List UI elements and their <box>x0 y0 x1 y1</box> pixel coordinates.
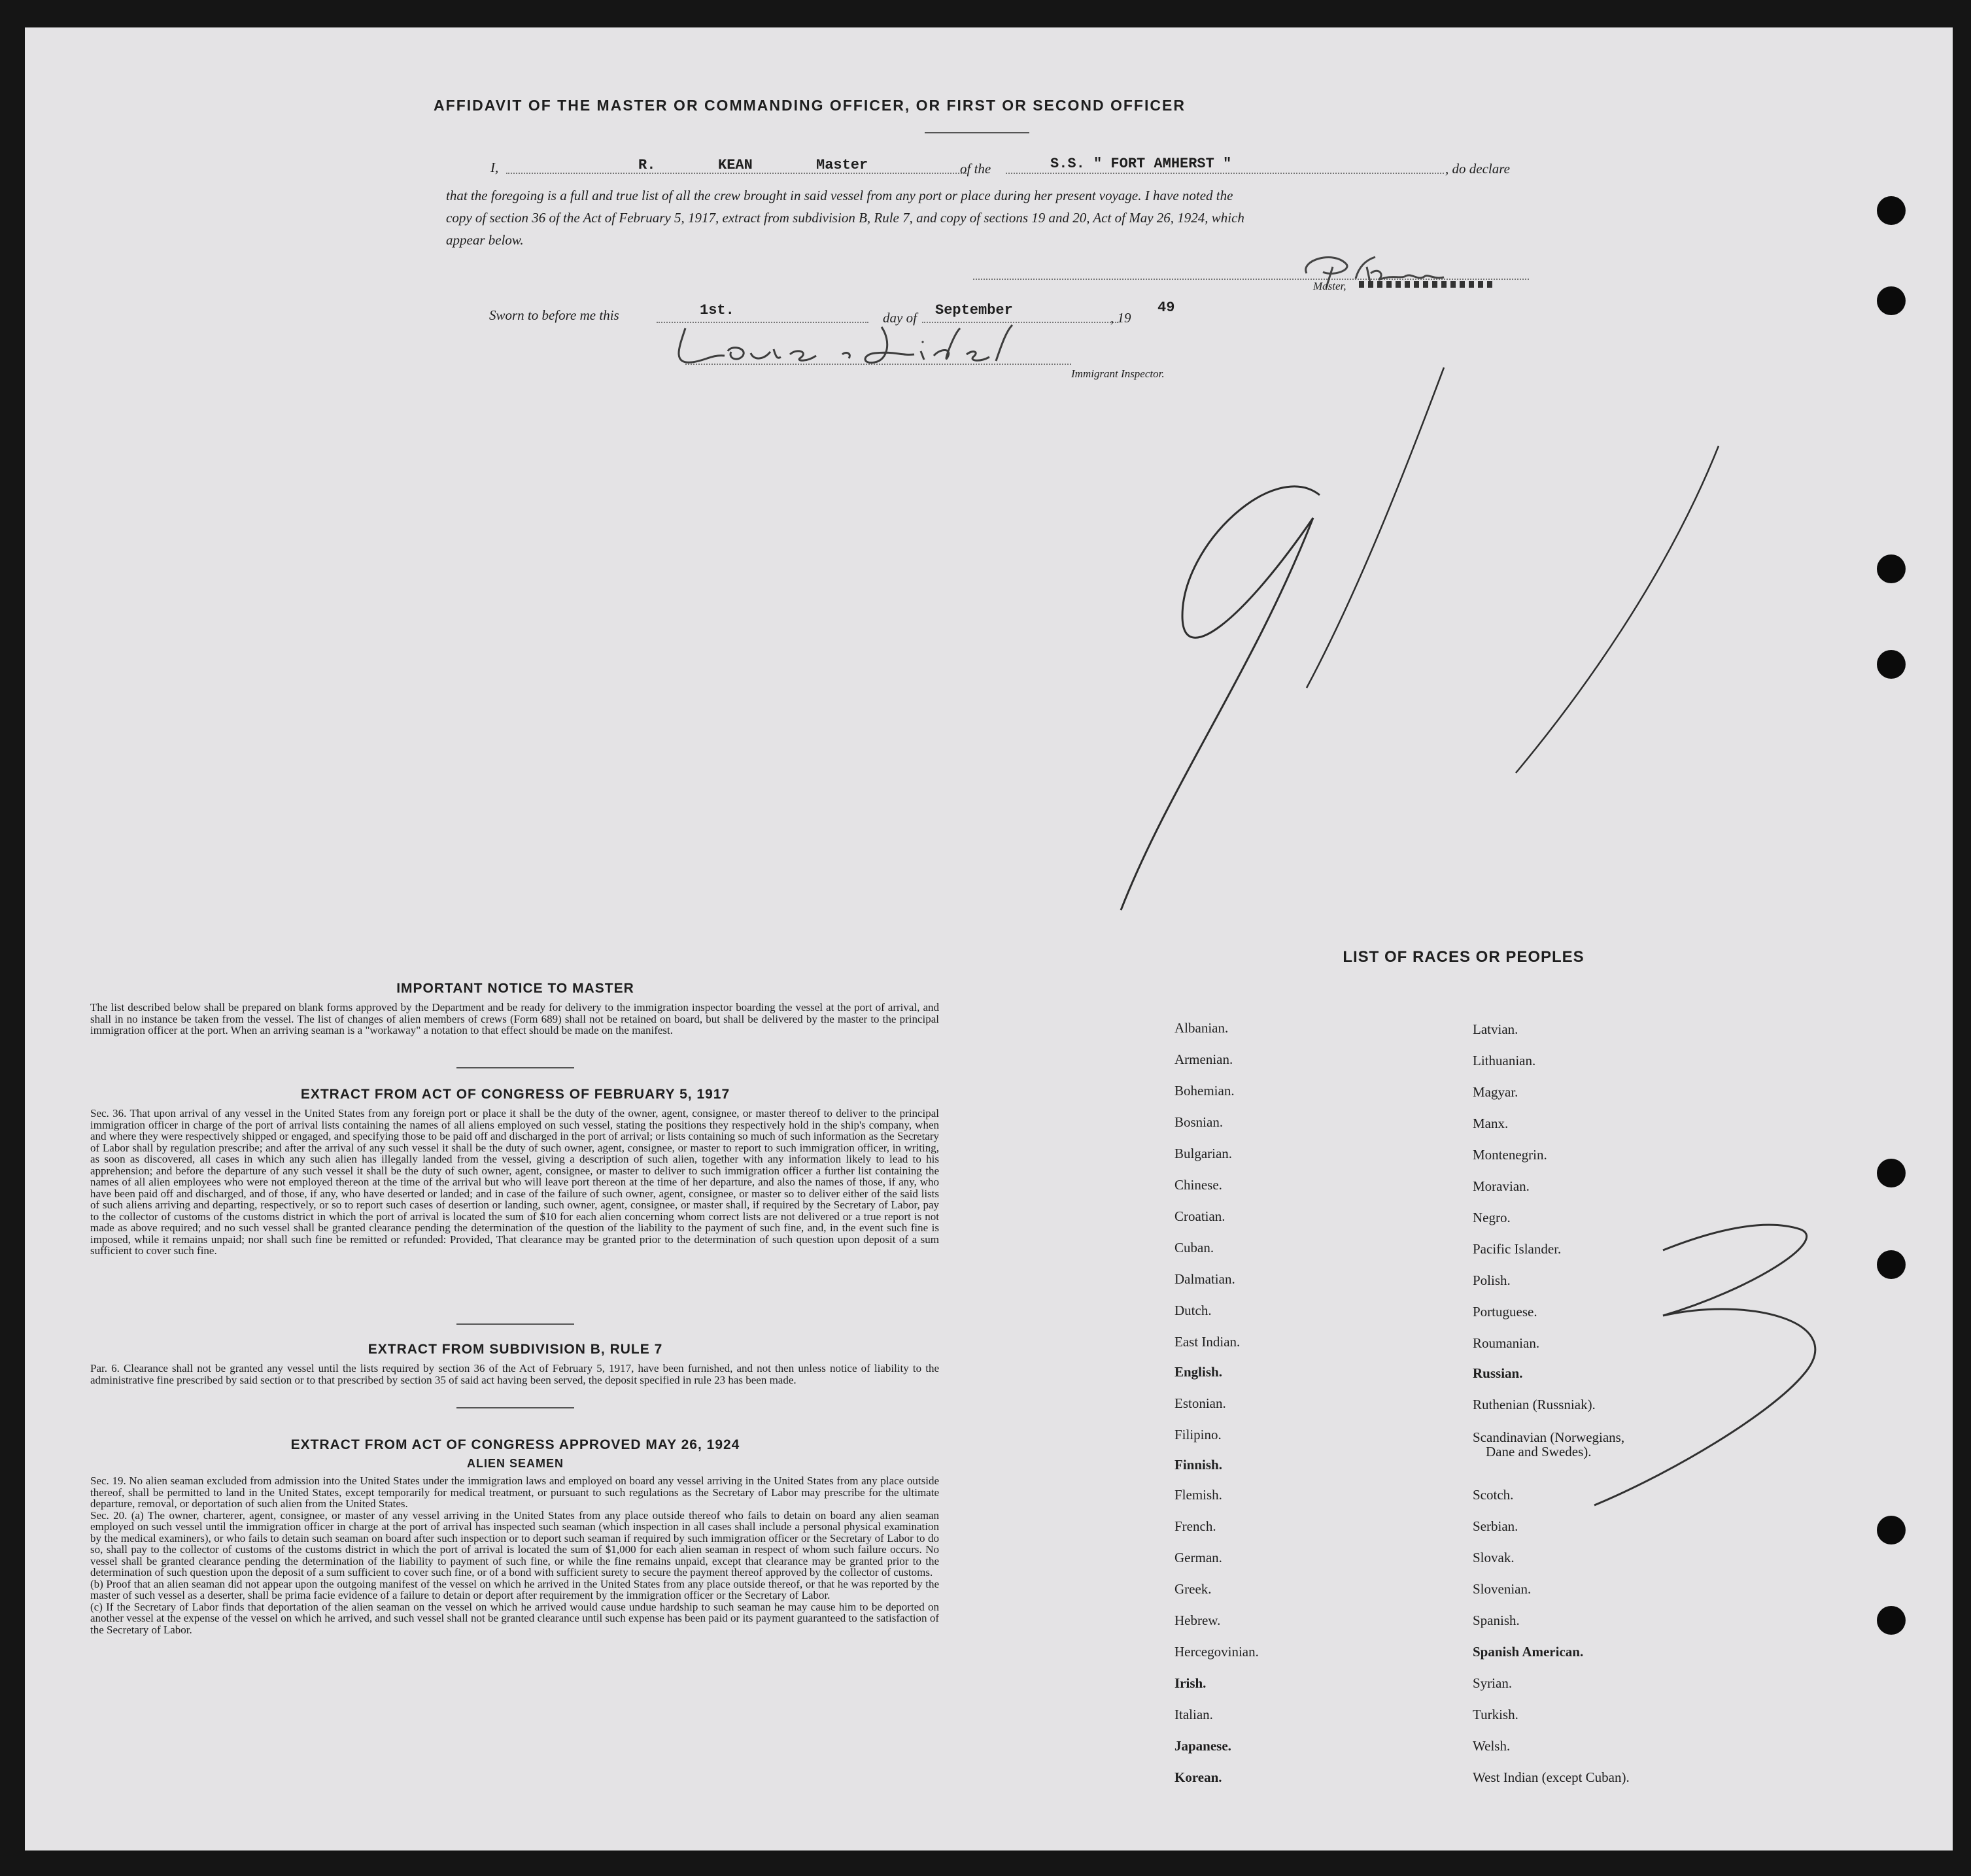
race-item: Armenian. <box>1174 1051 1233 1067</box>
sworn-day: 1st. <box>700 302 734 318</box>
extract-1917-divider <box>456 1323 574 1325</box>
race-item: Scandinavian (Norwegians, <box>1473 1429 1625 1445</box>
race-item: Portuguese. <box>1473 1304 1537 1320</box>
punch-hole <box>1877 650 1906 679</box>
handwritten-big-mark <box>1097 328 1751 936</box>
race-item: Finnish. <box>1174 1457 1222 1473</box>
race-item: Bohemian. <box>1174 1083 1235 1099</box>
race-item: Lithuanian. <box>1473 1053 1536 1068</box>
handwritten-small-mark <box>1555 1152 1869 1518</box>
race-item: Syrian. <box>1473 1675 1513 1691</box>
race-item: Spanish American. <box>1473 1644 1584 1660</box>
race-item: Montenegrin. <box>1473 1147 1547 1163</box>
race-item: Magyar. <box>1473 1084 1518 1100</box>
race-item: Italian. <box>1174 1707 1213 1722</box>
race-item: Welsh. <box>1473 1738 1511 1754</box>
race-item: English. <box>1174 1364 1222 1380</box>
extract-1924-title: EXTRACT FROM ACT OF CONGRESS APPROVED MAY 26, 1924 <box>290 1437 740 1452</box>
notice-title: IMPORTANT NOTICE TO MASTER <box>396 981 634 996</box>
race-item: Bosnian. <box>1174 1114 1224 1130</box>
rank: Master <box>816 157 868 173</box>
races-title: LIST OF RACES OR PEOPLES <box>1343 948 1585 966</box>
race-item: Manx. <box>1473 1116 1509 1131</box>
sec20c-text: (c) If the Secretary of Labor finds that deportation of the alien seaman on the vessel on which he arrived would cause undue hardship to such seaman he may cause him to be deported on another vessel at the expense of the vessel on which he arrived, and such vessel shall not be granted clearance until such expense has been paid or its payment guaranteed to the satisfaction of the Secretary of Labor. <box>90 1600 939 1636</box>
race-item: Scotch. <box>1473 1487 1514 1503</box>
punch-hole <box>1877 1159 1906 1187</box>
race-item: Bulgarian. <box>1174 1146 1233 1161</box>
race-item: Russian. <box>1473 1365 1523 1381</box>
struck-officer-titles <box>1359 281 1496 288</box>
race-item: Chinese. <box>1174 1177 1222 1193</box>
extract-1917-text: Sec. 36. That upon arrival of any vessel in the United States from any foreign port or place it shall be the duty of the owner, agent, consignee, or master thereof to deliver to the principal immigration officer in charge of the port of arrival lists containing the names of all aliens employed on such vessel, stating the positions they respectively hold in the ship's company, when and where they were respectively shipped or engaged, and specifying those to be paid off and discharged in the port of arrival; or lists containing so much of such information as the Secretary of Labor shall by regulation prescribe; and after the arrival of any such vessel it shall be the duty of such owner, agent, consignee, or master to report to such immigration officer, in writing, as soon as discovered, all cases in which any such alien has illegally landed from the vessel, giving a description of such alien, together with any information likely to lead to his apprehension; and before the departure of any such vessel it shall be the duty of such owner, agent, consignee, or master to deliver to such immigration officer a further list containing the names of all alien employees who were not employed thereon at the time of the arrival but who will leave port thereon at the time of her departure, and also the names of those, if any, who have been paid off and discharged, and of those, if any, who have deserted or landed; and in case of the failure of such owner, agent, consignee, or master so to deliver either of the said lists of such aliens arriving and departing, respectively, or so to report such cases of desertion or landing, such owner, agent, consignee, or master shall, if required by the Secretary of Labor, pay to the collector of customs of the customs district in which the port of arrival is located the sum of $10 for each alien concerning whom correct lists are not delivered or a true report is not made as above required; and no such vessel shall be granted clearance pending the determination of the question of the liability to the payment of such fine, and, in the event such fine is imposed, while it remains unpaid; nor shall such fine be remitted or refunded: Provided, That clearance may be granted prior to the determination of such question upon deposit of a sum sufficient to cover such fine. <box>90 1107 939 1257</box>
sworn-label: Sworn to before me this <box>489 307 619 323</box>
race-item: Turkish. <box>1473 1707 1518 1722</box>
race-item: Cuban. <box>1174 1240 1214 1255</box>
punch-hole <box>1877 286 1906 315</box>
race-item: Filipino. <box>1174 1427 1222 1442</box>
race-item: Korean. <box>1174 1769 1222 1785</box>
race-item: German. <box>1174 1550 1222 1565</box>
sec20b-text: (b) Proof that an alien seaman did not appear upon the outgoing manifest of the vessel on which he arrived in the United States from any place outside thereof, or that he was reported by the master of such vessel as a deserter, shall be prima facie evidence of a failure to detain or deport after requirement by the immigration officer or the Secretary of Labor. <box>90 1577 939 1601</box>
race-item: Dutch. <box>1174 1303 1212 1318</box>
punch-hole <box>1877 196 1906 225</box>
race-item: Dalmatian. <box>1174 1271 1235 1287</box>
notice-divider <box>456 1067 574 1068</box>
i-label: I, <box>490 160 499 175</box>
master-label: Master, <box>1313 280 1346 292</box>
race-item: Hercegovinian. <box>1174 1644 1259 1660</box>
declaration-text: that the foregoing is a full and true list of all the crew brought in said vessel from any port or place during her present voyage. I have noted the copy of section 36 of the Act of February 5, 1917, extract from subdivision B, Rule 7, and copy of sections 19 and 20, Act of May 26, 1924, which appear below. <box>446 188 1244 248</box>
race-item: Polish. <box>1473 1272 1511 1288</box>
rule7-divider <box>456 1407 574 1408</box>
race-item: Flemish. <box>1174 1487 1222 1503</box>
race-item: Estonian. <box>1174 1395 1226 1411</box>
document-page <box>25 27 1953 1850</box>
race-item: Slovak. <box>1473 1550 1515 1565</box>
race-item: Dane and Swedes). <box>1486 1444 1592 1459</box>
sworn-month: September <box>935 302 1013 318</box>
name-surname: KEAN <box>718 157 753 173</box>
title-divider <box>925 132 1029 133</box>
race-item: Slovenian. <box>1473 1581 1532 1597</box>
race-item: Serbian. <box>1473 1518 1518 1534</box>
race-item: Pacific Islander. <box>1473 1241 1562 1257</box>
punch-hole <box>1877 1516 1906 1544</box>
name-initial: R. <box>638 157 656 173</box>
rule7-title: EXTRACT FROM SUBDIVISION B, RULE 7 <box>368 1342 663 1357</box>
of-the-label: of the <box>960 161 991 177</box>
day-of-label: day of <box>883 310 917 326</box>
year-suffix: 49 <box>1157 299 1175 316</box>
race-item: West Indian (except Cuban). <box>1473 1769 1630 1785</box>
extract-1924-text <box>90 1475 939 1635</box>
sec20a-text: Sec. 20. (a) The owner, charterer, agent, consignee, or master of any vessel arriving in the United States from any place outside thereof who fails to detain on board any alien seaman employed on such vessel until the immigration officer in charge at the port of arrival has inspected such seaman (which inspection in all cases shall include a personal physical examination by the medical examiners), or who fails to detain such seaman on board after such inspection or to deport such seaman if required by such immigration officer or the Secretary of Labor to do so, shall pay to the collector of customs of the customs district in which the port of arrival is located the sum of $1,000 for each alien seaman in respect of whom such failure occurs. No vessel shall be granted clearance pending the determination of the liability to payment of such fine, or while the fine remains unpaid, except that clearance may be granted prior to the determination of such question upon the deposit of a sum sufficient to cover such fine, or of a bond with sufficient surety to secure the payment thereof approved by the collector of customs. <box>90 1509 939 1578</box>
extract-1917-title: EXTRACT FROM ACT OF CONGRESS OF FEBRUARY 5, 1917 <box>300 1087 730 1102</box>
vessel-name: S.S. " FORT AMHERST " <box>1050 156 1232 172</box>
do-declare-label: , do declare <box>1445 161 1510 177</box>
race-item: Albanian. <box>1174 1020 1229 1036</box>
race-item: Croatian. <box>1174 1208 1225 1224</box>
race-item: Roumanian. <box>1473 1335 1540 1351</box>
race-item: Spanish. <box>1473 1612 1520 1628</box>
punch-hole <box>1877 1606 1906 1635</box>
race-item: Ruthenian (Russniak). <box>1473 1397 1596 1412</box>
race-item: Hebrew. <box>1174 1612 1221 1628</box>
sec19-text: Sec. 19. No alien seaman excluded from admission into the United States under the immigration laws and employed on board any vessel arriving in the United States from any place outside thereof, shall be permitted to land in the United States, except temporarily for medical treatment, or pursuant to such regulations as the Secretary of Labor may prescribe for the ultimate departure, removal, or deportation of such alien from the United States. <box>90 1475 939 1510</box>
race-item: Irish. <box>1174 1675 1207 1691</box>
race-item: Greek. <box>1174 1581 1212 1597</box>
inspector-signature <box>666 315 1071 374</box>
notice-text: The list described below shall be prepared on blank forms approved by the Department and be ready for delivery to the immigration inspector boarding the vessel at the port of arrival, and shall in no instance be taken from the vessel. The list of changes of alien members of crews (Form 689) shall not be retained on board, but shall be delivered by the master to the principal immigration officer at the port. When an arriving seaman is a "workaway" a notation to that effect should be made on the manifest. <box>90 1001 939 1036</box>
race-item: Moravian. <box>1473 1178 1530 1194</box>
inspector-signature-line <box>685 364 1071 365</box>
inspector-label: Immigrant Inspector. <box>1071 367 1165 380</box>
rule7-text: Par. 6. Clearance shall not be granted any vessel until the lists required by section 36 of the Act of February 5, 1917, have been furnished, and not then unless notice of liability to the administrative fine prescribed by said section or to that prescribed by section 35 of said act having been served, the deposit specified in rule 23 has been made. <box>90 1362 939 1386</box>
race-item: East Indian. <box>1174 1334 1241 1350</box>
race-item: Negro. <box>1473 1210 1511 1225</box>
punch-hole <box>1877 1250 1906 1279</box>
punch-hole <box>1877 554 1906 583</box>
race-item: Latvian. <box>1473 1021 1518 1037</box>
race-item: French. <box>1174 1518 1216 1534</box>
extract-1924-subtitle: ALIEN SEAMEN <box>466 1457 564 1470</box>
affidavit-title: AFFIDAVIT OF THE MASTER OR COMMANDING OFFICER, OR FIRST OR SECOND OFFICER <box>434 97 1186 114</box>
vessel-line <box>1006 173 1444 174</box>
year-prefix: , 19 <box>1110 310 1131 326</box>
race-item: Japanese. <box>1174 1738 1231 1754</box>
